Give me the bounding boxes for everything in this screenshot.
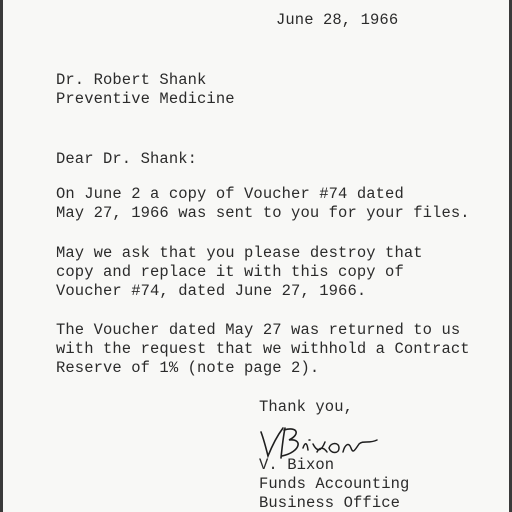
paragraph-3-line-2: with the request that we withhold a Contract (56, 340, 470, 358)
paragraph-2-line-1: May we ask that you please destroy that (56, 244, 423, 262)
paragraph-1-line-1: On June 2 a copy of Voucher #74 dated (56, 185, 404, 203)
closing: Thank you, (259, 398, 354, 416)
letter-date: June 28, 1966 (276, 11, 399, 29)
paragraph-1-line-2: May 27, 1966 was sent to you for your files. (56, 204, 470, 222)
paragraph-2-line-2: copy and replace it with this copy of (56, 263, 404, 281)
paragraph-3-line-3: Reserve of 1% (note page 2). (56, 359, 320, 377)
paragraph-2-line-3: Voucher #74, dated June 27, 1966. (56, 282, 367, 300)
recipient-name: Dr. Robert Shank (56, 71, 207, 89)
recipient-department: Preventive Medicine (56, 90, 235, 108)
signer-name: V. Bixon (259, 456, 335, 474)
signer-office: Business Office (259, 494, 401, 512)
salutation: Dear Dr. Shank: (56, 150, 198, 168)
signer-title: Funds Accounting (259, 475, 410, 493)
paragraph-3-line-1: The Voucher dated May 27 was returned to us (56, 321, 461, 339)
